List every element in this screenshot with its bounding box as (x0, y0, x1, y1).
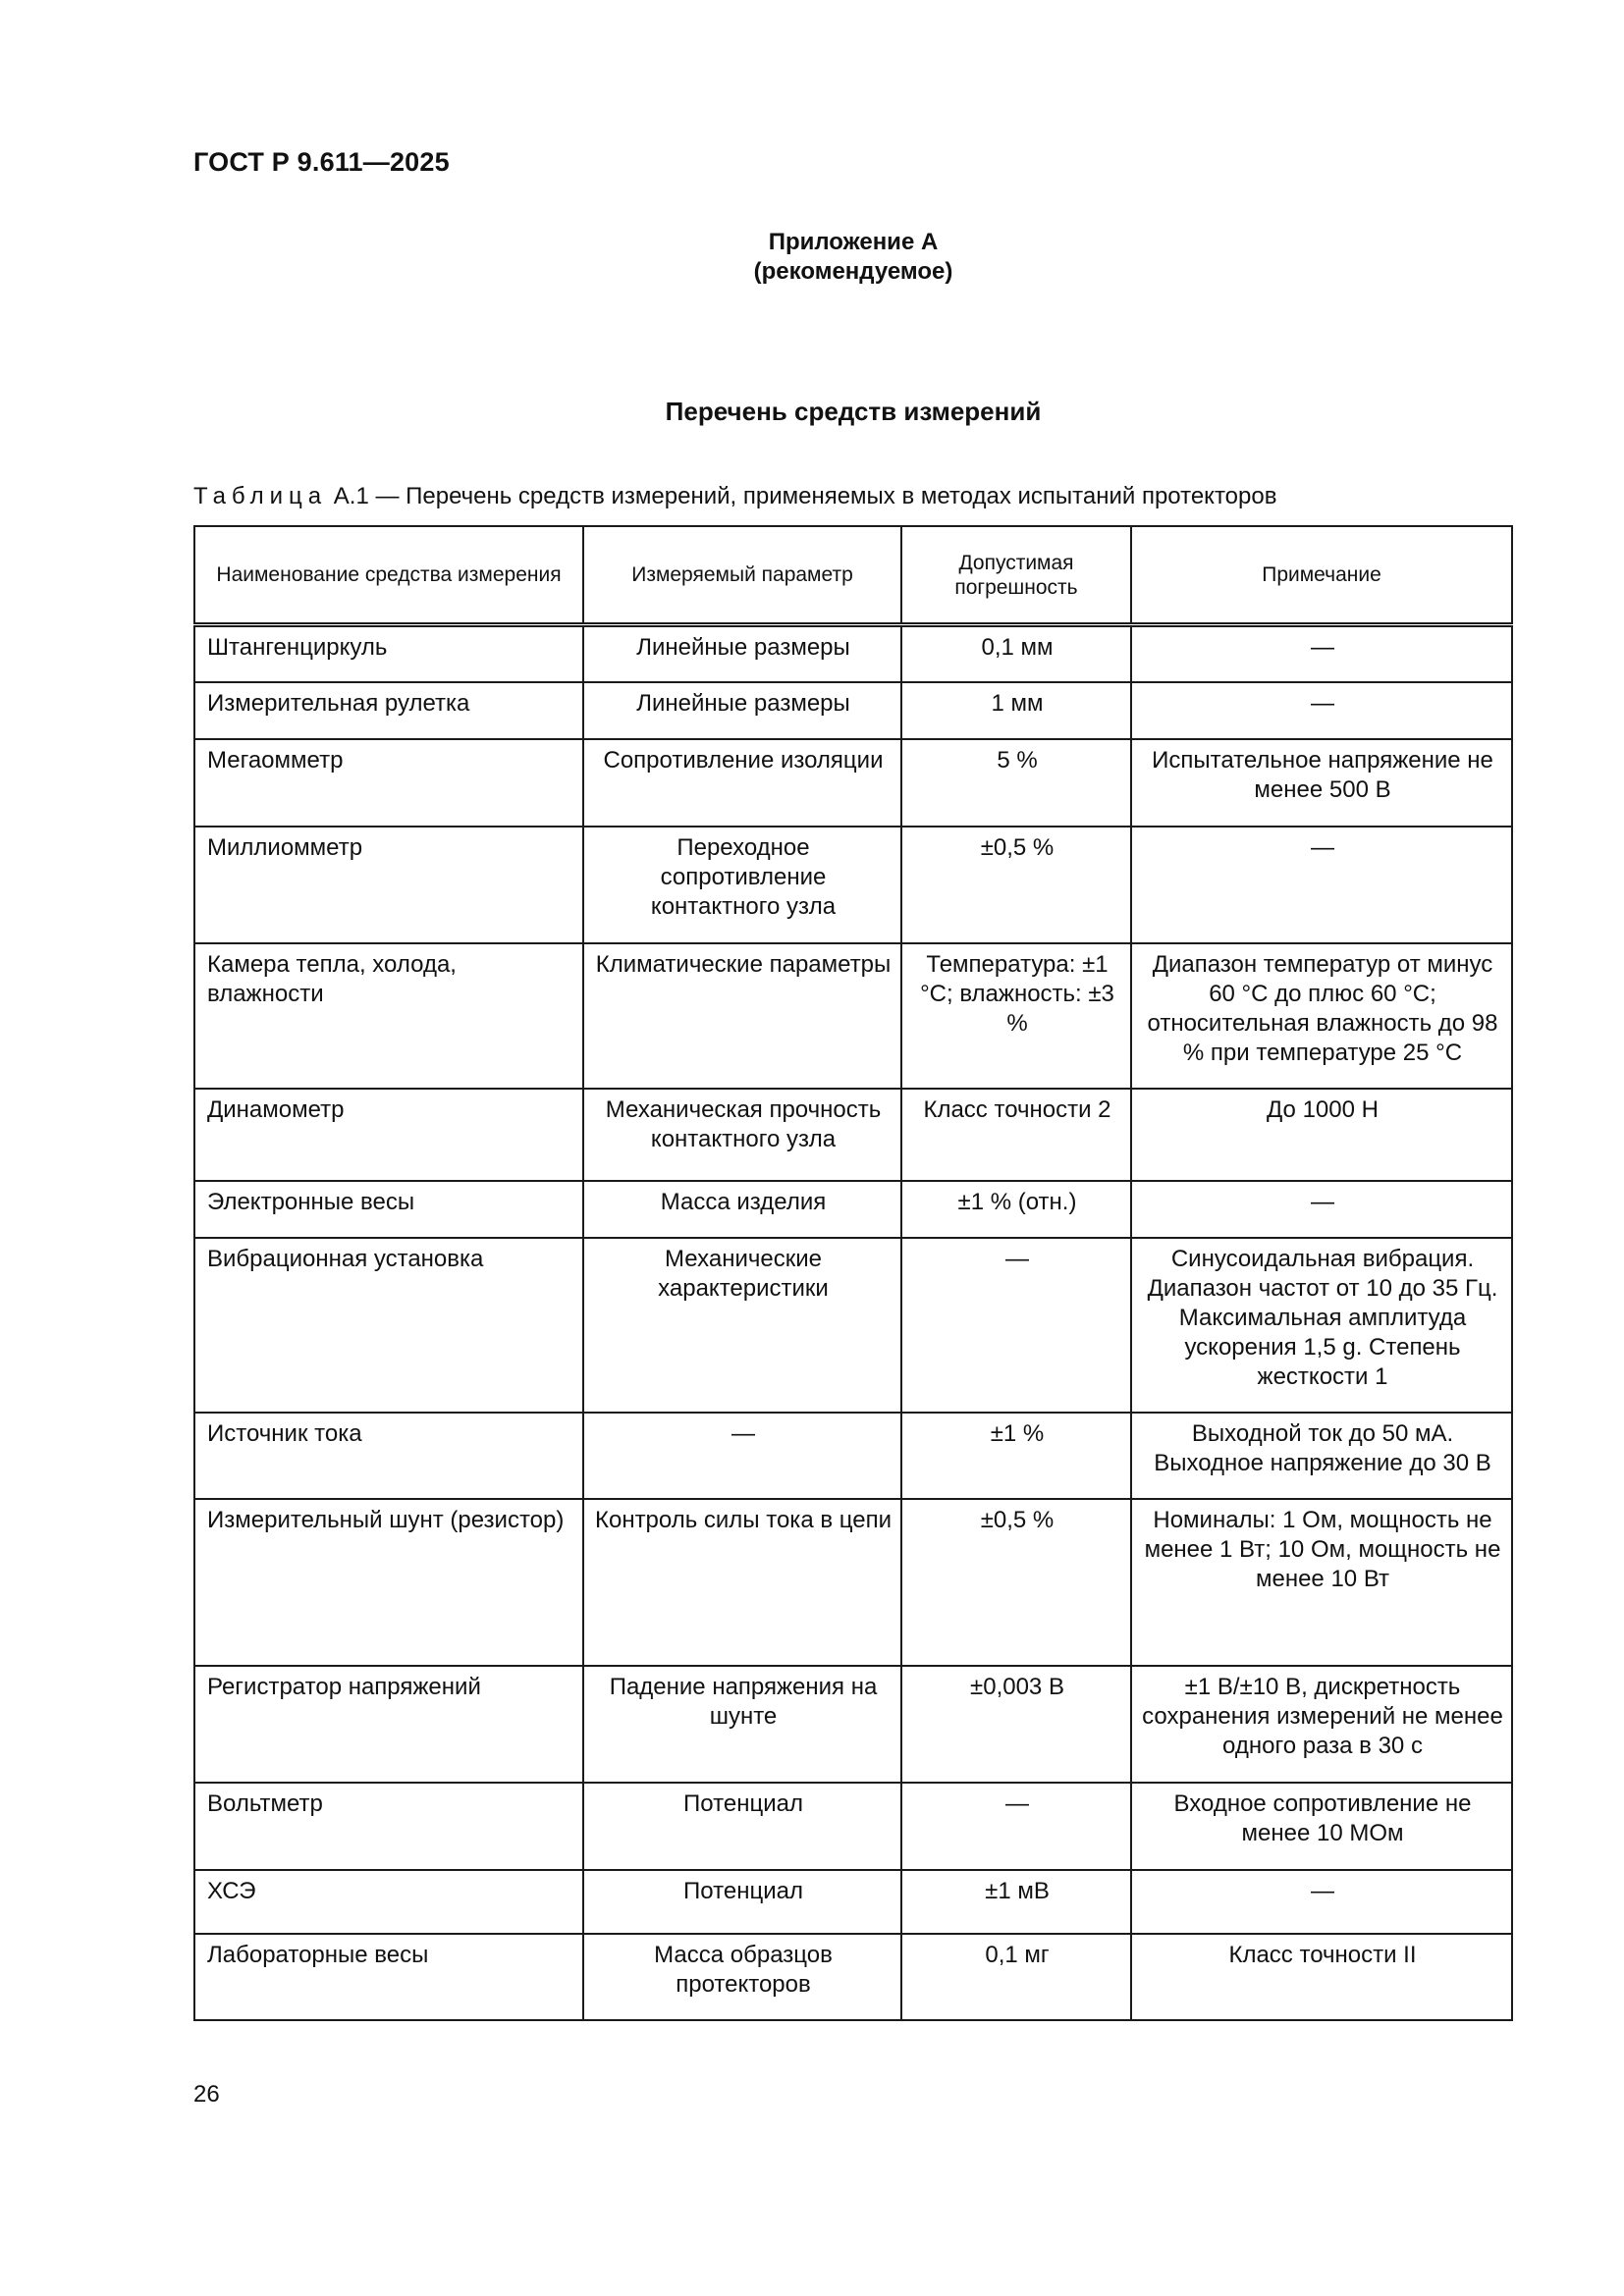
table-row (194, 1934, 1512, 2020)
section-title: Перечень средств измерений (665, 397, 1042, 426)
cell-error: 0,1 мг (901, 1934, 1131, 2020)
cell-error: 0,1 мм (901, 625, 1131, 682)
annex-heading (0, 228, 1624, 287)
document-code: ГОСТ Р 9.611—2025 (193, 147, 450, 177)
cell-note: — (1131, 625, 1512, 682)
table-row (194, 1181, 1512, 1238)
annex-title: Приложение А (768, 229, 939, 255)
page-number: 26 (193, 2081, 220, 2108)
cell-instrument: Лабораторные весы (194, 1934, 583, 2020)
annex-status: (рекомендуемое) (753, 258, 953, 285)
table-row (194, 625, 1512, 682)
cell-instrument: Вольтметр (194, 1783, 583, 1870)
cell-instrument: Источник тока (194, 1413, 583, 1499)
cell-parameter: Переходное сопротивление контактного узла (583, 827, 901, 943)
cell-parameter: Потенциал (583, 1783, 901, 1870)
cell-parameter: Падение напряжения на шунте (583, 1666, 901, 1783)
cell-note: — (1131, 1870, 1512, 1934)
cell-note: Класс точности II (1131, 1934, 1512, 2020)
cell-instrument: Электронные весы (194, 1181, 583, 1238)
cell-error: ±1 % (901, 1413, 1131, 1499)
cell-error: ±1 % (отн.) (901, 1181, 1131, 1238)
cell-parameter: Контроль силы тока в цепи (583, 1499, 901, 1666)
table-row (194, 1089, 1512, 1181)
cell-instrument: ХСЭ (194, 1870, 583, 1934)
cell-error: ±0,5 % (901, 827, 1131, 943)
column-header-parameter: Измеряемый параметр (583, 526, 901, 625)
column-header-error: Допустимая погрешность (901, 526, 1131, 625)
table-row (194, 739, 1512, 827)
cell-note: До 1000 Н (1131, 1089, 1512, 1181)
cell-instrument: Вибрационная установка (194, 1238, 583, 1413)
cell-note: Входное сопротивление не менее 10 МОм (1131, 1783, 1512, 1870)
measuring-instruments-table (193, 525, 1513, 2021)
cell-parameter: Климатические параметры (583, 943, 901, 1089)
table-row (194, 1499, 1512, 1666)
cell-note: — (1131, 682, 1512, 739)
table-row (194, 682, 1512, 739)
cell-error: ±0,003 В (901, 1666, 1131, 1783)
cell-parameter: Масса образцов протекторов (583, 1934, 901, 2020)
cell-error: 5 % (901, 739, 1131, 827)
table-header-row (194, 526, 1512, 625)
cell-error: 1 мм (901, 682, 1131, 739)
table-row (194, 943, 1512, 1089)
column-header-instrument: Наименование средства измерения (194, 526, 583, 625)
cell-instrument: Измерительная рулетка (194, 682, 583, 739)
cell-parameter: Сопротивление изоляции (583, 739, 901, 827)
table-row (194, 1783, 1512, 1870)
cell-error: — (901, 1783, 1131, 1870)
cell-instrument: Миллиомметр (194, 827, 583, 943)
cell-error: — (901, 1238, 1131, 1413)
cell-instrument: Мегаомметр (194, 739, 583, 827)
cell-parameter: Линейные размеры (583, 682, 901, 739)
cell-error: ±0,5 % (901, 1499, 1131, 1666)
cell-note: — (1131, 1181, 1512, 1238)
table-caption (193, 483, 1276, 510)
cell-note: Диапазон температур от минус 60 °С до плюс 60 °С; относительная влажность до 98 % при температуре 25 °С (1131, 943, 1512, 1089)
cell-note: Выходной ток до 50 мА. Выходное напряжение до 30 В (1131, 1413, 1512, 1499)
cell-parameter: Механическая прочность контактного узла (583, 1089, 901, 1181)
cell-parameter: — (583, 1413, 901, 1499)
table-caption-prefix: Таблица (193, 483, 328, 509)
cell-error: ±1 мВ (901, 1870, 1131, 1934)
cell-instrument: Регистратор напряжений (194, 1666, 583, 1783)
cell-note: — (1131, 827, 1512, 943)
table-row (194, 1870, 1512, 1934)
cell-instrument: Измерительный шунт (резистор) (194, 1499, 583, 1666)
table-row (194, 1666, 1512, 1783)
cell-instrument: Динамометр (194, 1089, 583, 1181)
cell-instrument: Штангенциркуль (194, 625, 583, 682)
cell-note: ±1 В/±10 В, дискретность сохранения измерений не менее одного раза в 30 с (1131, 1666, 1512, 1783)
cell-parameter: Линейные размеры (583, 625, 901, 682)
cell-note: Номиналы: 1 Ом, мощность не менее 1 Вт; 10 Ом, мощность не менее 10 Вт (1131, 1499, 1512, 1666)
cell-note: Испытательное напряжение не менее 500 В (1131, 739, 1512, 827)
table-caption-text: А.1 — Перечень средств измерений, применяемых в методах испытаний протекторов (327, 483, 1277, 509)
cell-parameter: Потенциал (583, 1870, 901, 1934)
cell-note: Синусоидальная вибрация. Диапазон частот от 10 до 35 Гц. Максимальная амплитуда ускорения 1,5 g. Степень жесткости 1 (1131, 1238, 1512, 1413)
cell-error: Класс точности 2 (901, 1089, 1131, 1181)
table-row (194, 1238, 1512, 1413)
cell-parameter: Масса изделия (583, 1181, 901, 1238)
table-row (194, 827, 1512, 943)
cell-instrument: Камера тепла, холода, влажности (194, 943, 583, 1089)
cell-parameter: Механические характеристики (583, 1238, 901, 1413)
column-header-note: Примечание (1131, 526, 1512, 625)
cell-error: Температура: ±1 °С; влажность: ±3 % (901, 943, 1131, 1089)
table-row (194, 1413, 1512, 1499)
